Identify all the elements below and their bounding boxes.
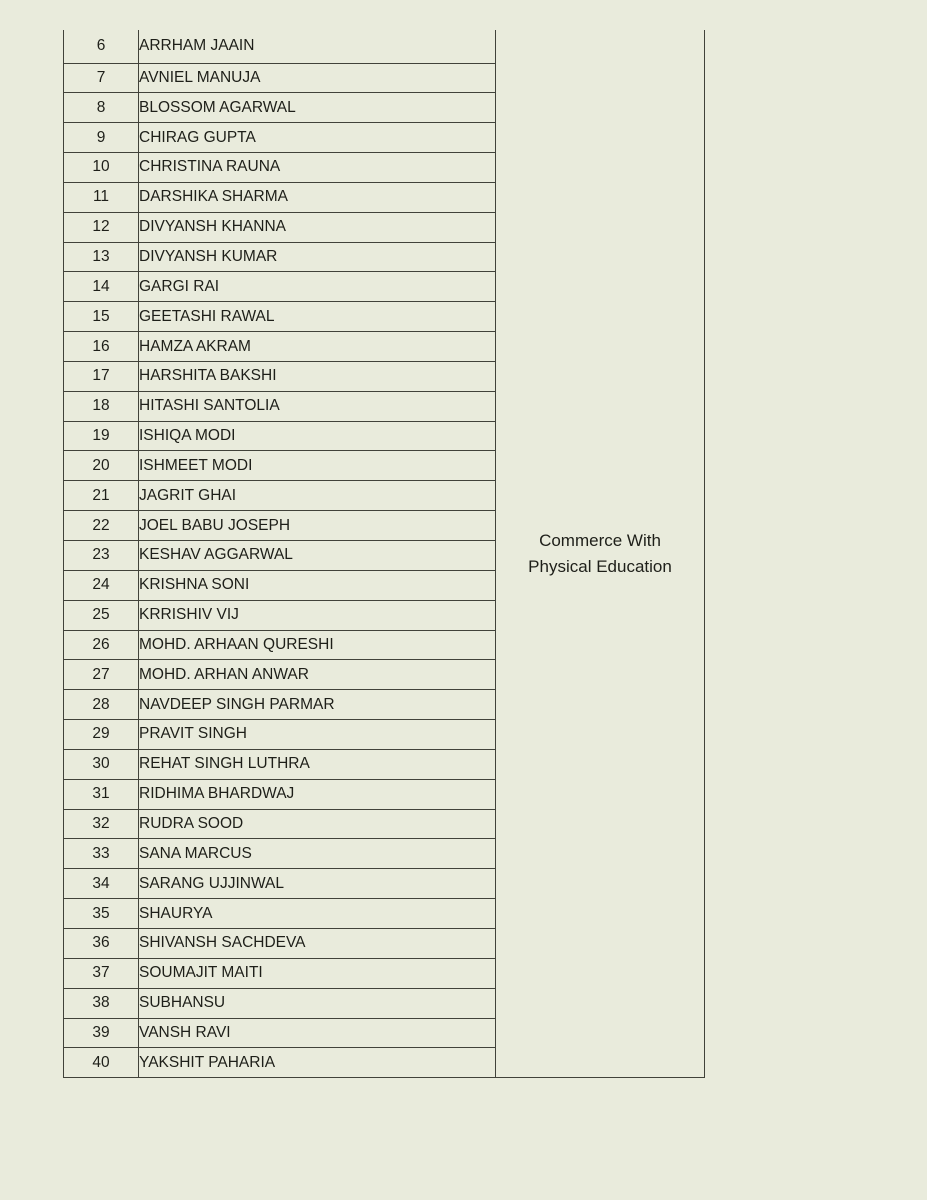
stream-cell: [496, 30, 705, 1078]
student-name-cell: YAKSHIT PAHARIA: [139, 1048, 496, 1078]
student-name-cell: SOUMAJIT MAITI: [139, 958, 496, 988]
student-name-cell: MOHD. ARHAN ANWAR: [139, 660, 496, 690]
roll-number-cell: 22: [64, 511, 139, 541]
student-name-cell: ISHMEET MODI: [139, 451, 496, 481]
student-name-cell: SUBHANSU: [139, 988, 496, 1018]
student-name-cell: SHAURYA: [139, 899, 496, 929]
student-name-cell: CHIRAG GUPTA: [139, 123, 496, 153]
student-name-cell: CHRISTINA RAUNA: [139, 153, 496, 183]
roll-number-cell: 35: [64, 899, 139, 929]
roll-number-cell: 17: [64, 361, 139, 391]
student-name-cell: ARRHAM JAAIN: [139, 30, 496, 63]
roll-number-cell: 32: [64, 809, 139, 839]
roll-number-cell: 15: [64, 302, 139, 332]
student-name-cell: SARANG UJJINWAL: [139, 869, 496, 899]
student-name-cell: KRRISHIV VIJ: [139, 600, 496, 630]
roll-number-cell: 30: [64, 749, 139, 779]
roll-number-cell: 23: [64, 541, 139, 571]
roll-number-cell: 10: [64, 153, 139, 183]
roll-number-cell: 16: [64, 332, 139, 362]
student-name-cell: MOHD. ARHAAN QURESHI: [139, 630, 496, 660]
student-name-cell: RIDHIMA BHARDWAJ: [139, 779, 496, 809]
roll-number-cell: 31: [64, 779, 139, 809]
roll-number-cell: 7: [64, 63, 139, 93]
student-name-cell: SHIVANSH SACHDEVA: [139, 928, 496, 958]
student-name-cell: AVNIEL MANUJA: [139, 63, 496, 93]
student-name-cell: DIVYANSH KHANNA: [139, 212, 496, 242]
roll-number-cell: 27: [64, 660, 139, 690]
student-name-cell: ISHIQA MODI: [139, 421, 496, 451]
roll-number-cell: 8: [64, 93, 139, 123]
student-name-cell: BLOSSOM AGARWAL: [139, 93, 496, 123]
roll-number-cell: 40: [64, 1048, 139, 1078]
roll-number-cell: 21: [64, 481, 139, 511]
stream-label-line: Commerce With: [539, 530, 661, 550]
roll-number-cell: 36: [64, 928, 139, 958]
roll-number-cell: 14: [64, 272, 139, 302]
roll-number-cell: 12: [64, 212, 139, 242]
student-name-cell: KRISHNA SONI: [139, 570, 496, 600]
student-name-cell: RUDRA SOOD: [139, 809, 496, 839]
student-name-cell: VANSH RAVI: [139, 1018, 496, 1048]
student-name-cell: DARSHIKA SHARMA: [139, 182, 496, 212]
student-list-table: [63, 30, 705, 1078]
student-name-cell: PRAVIT SINGH: [139, 720, 496, 750]
roll-number-cell: 33: [64, 839, 139, 869]
roll-number-cell: 25: [64, 600, 139, 630]
roll-number-cell: 24: [64, 570, 139, 600]
roll-number-cell: 39: [64, 1018, 139, 1048]
stream-label: [496, 528, 704, 580]
table-row: [64, 30, 705, 63]
roll-number-cell: 6: [64, 30, 139, 63]
student-name-cell: KESHAV AGGARWAL: [139, 541, 496, 571]
roll-number-cell: 28: [64, 690, 139, 720]
student-name-cell: GEETASHI RAWAL: [139, 302, 496, 332]
roll-number-cell: 11: [64, 182, 139, 212]
roll-number-cell: 19: [64, 421, 139, 451]
student-name-cell: SANA MARCUS: [139, 839, 496, 869]
roll-number-cell: 26: [64, 630, 139, 660]
student-name-cell: DIVYANSH KUMAR: [139, 242, 496, 272]
roll-number-cell: 13: [64, 242, 139, 272]
student-name-cell: JOEL BABU JOSEPH: [139, 511, 496, 541]
student-name-cell: HARSHITA BAKSHI: [139, 361, 496, 391]
stream-label-line: Physical Education: [528, 556, 672, 576]
roll-number-cell: 34: [64, 869, 139, 899]
student-name-cell: HITASHI SANTOLIA: [139, 391, 496, 421]
student-name-cell: HAMZA AKRAM: [139, 332, 496, 362]
student-name-cell: GARGI RAI: [139, 272, 496, 302]
roll-number-cell: 37: [64, 958, 139, 988]
student-name-cell: REHAT SINGH LUTHRA: [139, 749, 496, 779]
student-name-cell: JAGRIT GHAI: [139, 481, 496, 511]
roll-number-cell: 29: [64, 720, 139, 750]
student-name-cell: NAVDEEP SINGH PARMAR: [139, 690, 496, 720]
roll-number-cell: 38: [64, 988, 139, 1018]
roll-number-cell: 20: [64, 451, 139, 481]
roll-number-cell: 9: [64, 123, 139, 153]
roll-number-cell: 18: [64, 391, 139, 421]
